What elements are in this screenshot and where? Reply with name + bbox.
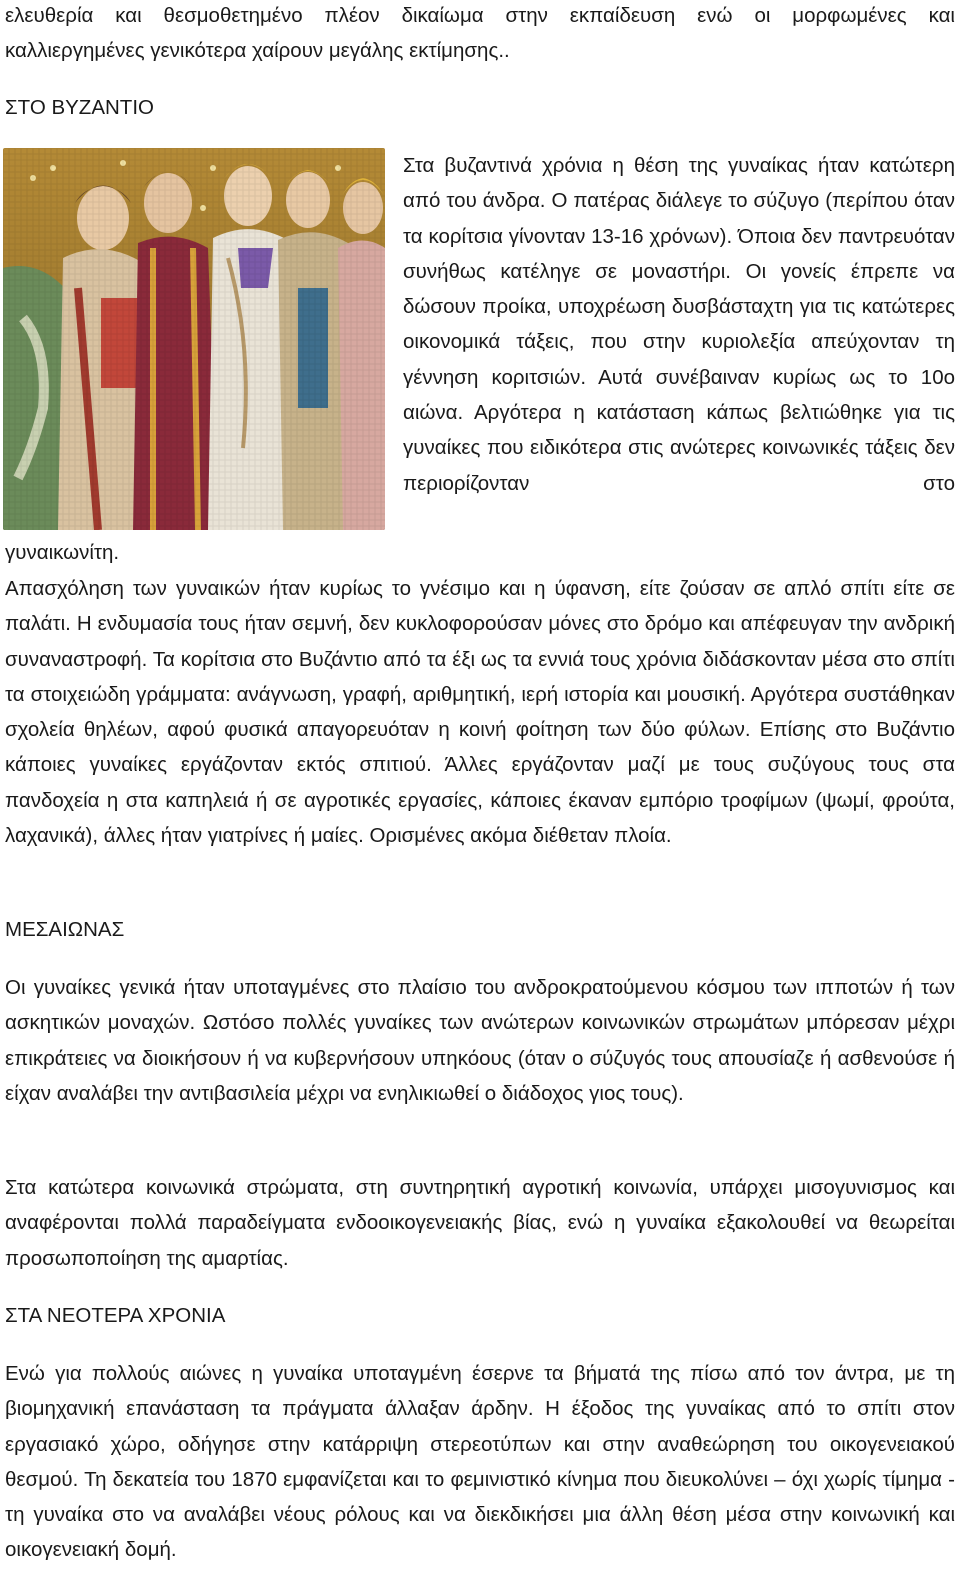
intro-line-1: ελευθερία και θεσμοθετημένο πλέον δικαίωμα στην εκπαίδευση ενώ οι μορφωμένες και: [5, 4, 955, 27]
middle-ages-paragraph-1: Οι γυναίκες γενικά ήταν υποταγμένες στο πλαίσιο του ανδροκρατούμενου κόσμου των ιπποτών ή των ασκητικών μοναχών. Ωστόσο πολλές γυναίκες των ανώτερων κοινωνικών στρωμάτων μπόρεσαν μέχρι επικράτειες να διοικήσουν ή να κυβερνήσουν υπηκόους (όταν ο σύζυγός τους απουσίαζε ή ασθενούσε ή είχαν αναλάβει την αντιβασιλεία μέχρι να ενηλικιωθεί ο διάδοχος γιος τους).: [5, 976, 955, 1105]
modern-paragraph-1: Ενώ για πολλούς αιώνες η γυναίκα υποταγμένη έσερνε τα βήματά της πίσω από τον άντρα, με τη βιομηχανική επανάσταση τα πράγματα άλλαξαν άρδην. Η έξοδος της γυναίκας από το σπίτι στον εργασιακό χώρο, οδήγησε στην κατάρριψη στερεοτύπων και στην αναθεώρηση του οικογενειακού θεσμού. Τη δεκατεία του 1870 εμφανίζεται και το φεμινιστικό κίνημα που διευκολύνει – όχι χωρίς τίμημα - τη γυναίκα στο να αναλάβει νέους ρόλους και να διεκδικήσει μια άλλη θέση μέσα στην κοινωνική και οικογενειακή δομή.: [5, 1362, 955, 1562]
byzantium-wrap-end: γυναικωνίτη.: [5, 541, 120, 564]
byzantium-paragraph-2: Απασχόληση των γυναικών ήταν κυρίως το γνέσιμο και η ύφανση, είτε ζούσαν σε απλό σπίτι είτε σε παλάτι. Η ενδυμασία τους ήταν σεμνή, δεν κυκλοφορούσαν μόνες στο δρόμο και απέφευγαν την ανδρική συναναστροφή. Τα κορίτσια στο Βυζάντιο από τα έξι ως τα εννιά τους χρόνια διδάσκονταν μέσα στο σπίτι τα στοιχειώδη γράμματα: ανάγνωση, γραφή, αριθμητική, ιερή ιστορία και μουσική. Αργότερα συστάθηκαν σχολεία θηλέων, αφού φυσικά απαγορευόταν η κοινή φοίτηση των δύο φύλων. Επίσης στο Βυζάντιο κάποιες γυναίκες εργάζονταν εκτός σπιτιού. Άλλες εργάζονταν μαζί με τους συζύγους τους στα πανδοχεία η στα καπηλειά ή σε αγροτικές εργασίες, κάποιες έκαναν εμπόριο τροφίμων (ψωμί, φρούτα, λαχανικά), άλλες ήταν γιατρίνες ή μαίες. Ορισμένες ακόμα διέθεταν πλοία.: [5, 577, 955, 848]
heading-byzantium: ΣΤΟ ΒΥΖΑΝΤΙΟ: [5, 96, 154, 119]
intro-line-2: καλλιεργημένες γενικότερα χαίρουν μεγάλης εκτίμησης..: [5, 39, 510, 62]
middle-ages-paragraph-2: Στα κατώτερα κοινωνικά στρώματα, στη συντηρητική αγροτική κοινωνία, υπάρχει μισογυνισμος και αναφέρονται πολλά παραδείγματα ενδοοικογενειακής βίας, ενώ η γυναίκα εξακολουθεί να θεωρείται προσωποποίηση της αμαρτίας.: [5, 1176, 955, 1270]
byzantium-wrapped-paragraph: Στα βυζαντινά χρόνια η θέση της γυναίκας ήταν κατώτερη από του άνδρα. Ο πατέρας διάλεγε το σύζυγο (περίπου όταν τα κορίτσια γίνονταν 13-16 χρόνων). Όποια δεν παντρευόταν συνήθως κατέληγε σε μοναστήρι. Οι γονείς έπρεπε να δώσουν προίκα, υποχρέωση δυσβάσταχτη για τις κατώτερες οικονομικά τάξεις, που στην κυριολεξία απεύχονταν τη γέννηση κοριτσιών. Αυτά συνέβαιναν κυρίως ως το 10ο αιώνα. Αργότερα η κατάσταση κάπως βελτιώθηκε για τις γυναίκες που ειδικότερα στις ανώτερες κοινωνικές τάξεις δεν περιορίζονταν στο: [403, 154, 955, 495]
heading-middle-ages: ΜΕΣΑΙΩΝΑΣ: [5, 918, 125, 941]
byzantine-mosaic-image: [3, 148, 385, 530]
heading-modern-times: ΣΤΑ ΝΕΟΤΕΡΑ ΧΡΟΝΙΑ: [5, 1304, 226, 1327]
